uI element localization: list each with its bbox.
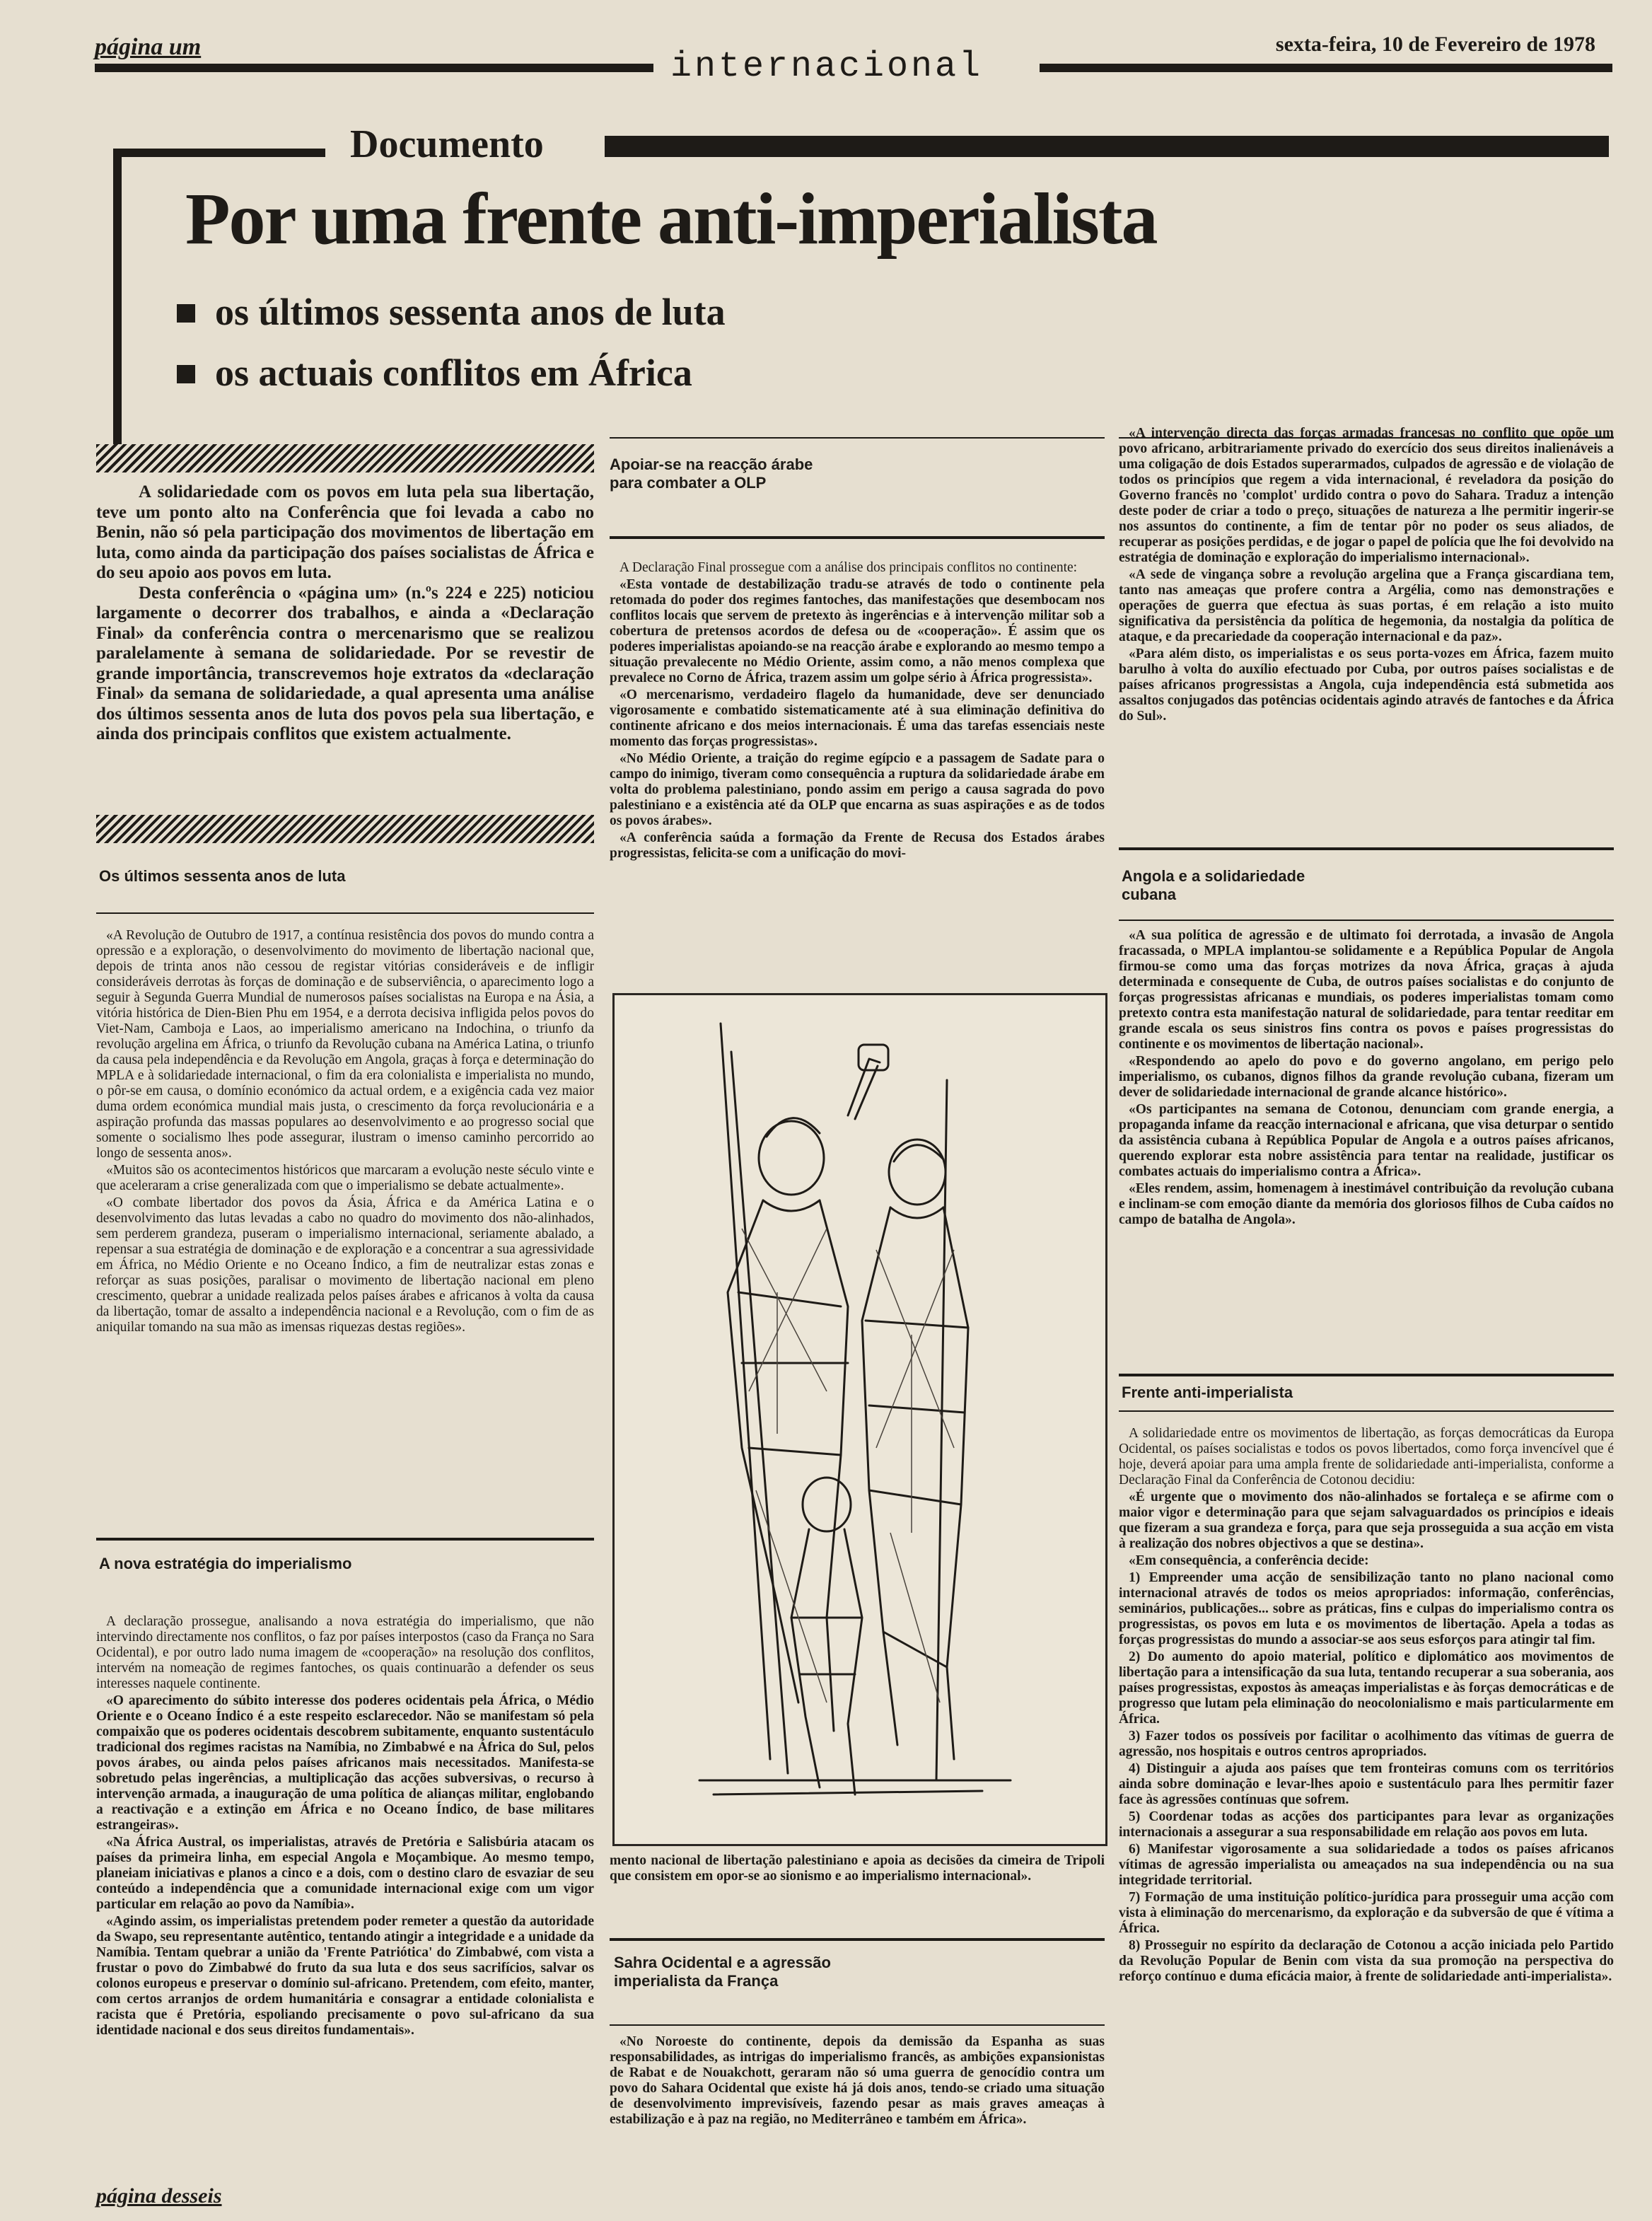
paragraph: «Os participantes na semana de Cotonou, denunciam com grande energia, a propaganda infame da reacção internacional e africana, que visa deturpar o sentido da assistência cubana à República Popular de Angola e a outros países africanos, querendo explorar esta nobre assistência para tentar na realidade, justificar os combates actuais do imperialismo contra a África».	[1119, 1102, 1614, 1179]
paragraph: «Muitos são os acontecimentos históricos que marcaram a evolução neste século vinte e que aceleraram a crise generalizada com que o imperialismo se debate actualmente».	[96, 1163, 594, 1193]
paragraph: 2) Do aumento do apoio material, político e diplomático aos movimentos de libertação para a intensificação da sua luta, tentando recuperar a sua soberania, aos países progressistas, expostos às ameaças imperialistas e às forças democráticas e de progresso que lutam pela eliminação do neocolonialismo e mais particularmente em África.	[1119, 1649, 1614, 1727]
paragraph: 5) Coordenar todas as acções dos participantes para levar as organizações internacionais a assegurar a sua responsabilidade em relação aos povos em luta.	[1119, 1809, 1614, 1840]
paragraph: «O mercenarismo, verdadeiro flagelo da humanidade, deve ser denunciado vigorosamente e combatido sistematicamente até à sua eliminação definitiva do continente africano e dos meios internacionais. É uma das tarefas essenciais neste momento das forças progressistas».	[610, 688, 1105, 749]
column-1-text-a	[96, 928, 594, 1337]
kicker: Documento	[350, 122, 544, 166]
title-bracket-vertical	[113, 149, 122, 446]
column-3-text-b	[1119, 928, 1614, 1229]
paragraph: «A sede de vingança sobre a revolução argelina que a França giscardiana tem, tanto nas ameaças que profere contra a Argélia, como nas demonstrações e operações de guerra que efectua às suas portas, é em relação a isto muito significativa da persistência da política de hegemonia, da nostalgia da política de ataque, e da precariedade da cooperação internacional e da paz».	[1119, 567, 1614, 644]
paragraph: 1) Empreender uma acção de sensibilização tanto no plano nacional como internacional através de todos os meios apropriados: informação, conferências, seminários, publicações... sobre as práticas, fins e culpas do imperialismo contra os progressistas, os povos em luta e os movimentos de libertação. Apela a todas as forças progressistas do mundo a associar-se aos seus esforços para atingir tal fim.	[1119, 1570, 1614, 1647]
intro-paragraph: Desta conferência o «página um» (n.ºs 224 e 225) noticiou largamente o decorrer dos trabalhos, e ainda a «Declaração Final» da conferência contra o mercenarismo que se realizou paralelamente à semana de solidariedade. Por se revestir de grande importância, transcrevemos hoje extratos da «declaração Final» da semana de solidariedade, a qual apresenta uma análise dos últimos sessenta anos de luta dos povos pela sua libertação, e ainda dos principais conflitos que existem actualmente.	[96, 583, 594, 743]
bullet-square-icon	[177, 304, 195, 323]
paragraph: «No Médio Oriente, a traição do regime egípcio e a passagem de Sadate para o campo do inimigo, tiveram como consequência a ruptura da solidariedade árabe em volta do problema palestiniano, pondo assim em perigo a causa sagrada do povo palestiniano e a existência até da OLP que encarna as suas aspirações e as de todos os povos árabes».	[610, 751, 1105, 828]
paragraph: 6) Manifestar vigorosamente a sua solidariedade a todos os países africanos vítimas de agressão imperialista ou ameaçados na sua independência ou na sua integridade territorial.	[1119, 1842, 1614, 1888]
section-rule	[1119, 920, 1614, 921]
paragraph: «O aparecimento do súbito interesse dos poderes ocidentais pela África, o Médio Oriente e o Oceano Índico é a este respeito esclarecedor. Não se manifestam só pela compaixão que os poderes ocidentais descobrem subitamente, enquanto sustentáculo tradicional dos regimes racistas na Namíbia, no Zimbabwé e na África do Sul, pelos povos árabes, ou ainda pelos países africanos mais necessitados. Manifesta-se sobretudo pelas ingerências, a multiplicação das acções subversivas, o recurso à intervenção armada, a inauguração de uma política de alianças militar, englobando a reactivação e a extinção em África e no Oceano Índico, de base militares estrangeiras».	[96, 1693, 594, 1833]
paragraph: 8) Prosseguir no espírito da declaração de Cotonou a acção iniciada pelo Partido da Revolução Popular de Benin com vista da sua promoção na perspectiva do reforço contínuo e duma eficácia maior, à frente de solidariedade anti-imperialista».	[1119, 1938, 1614, 1984]
column-1-text-b	[96, 1614, 594, 2040]
section-rule	[96, 1538, 594, 1541]
intro-hatch-bottom	[96, 815, 594, 843]
header-rule-right	[1040, 64, 1612, 72]
paragraph: «A conferência saúda a formação da Frente de Recusa dos Estados árabes progressistas, felicita-se com a unificação do movi-	[610, 830, 1105, 861]
title-bracket-horizontal	[113, 149, 325, 157]
section-title-s1: Os últimos sessenta anos de luta	[99, 867, 346, 885]
column-2-top-rule	[610, 437, 1105, 439]
paragraph: «O combate libertador dos povos da Ásia, África e da América Latina e o desenvolvimento das lutas levadas a cabo no quadro do movimento dos não-alinhados, sem perderem grandeza, puseram o imperialismo internacional, seriamente abalado, a repensar a sua estratégia de dominação e de exploração e a concentrar a sua agressividade em África, no Médio Oriente e no Oceano Índico, a fim de neutralizar estas zonas e reforçar as suas posições, paralisar o movimento de libertação nacional em pleno crescimento, quebrar a unidade realizada pelos países árabes e africanos à volta da causa da libertação, tomar de assalto a independência nacional e a Revolução, com o fim de as aniquilar tomando na sua mão as imensas riquezas destas regiões».	[96, 1195, 594, 1335]
section-title-s2: A nova estratégia do imperialismo	[99, 1555, 352, 1572]
paragraph: A solidariedade entre os movimentos de libertação, as forças democráticas da Europa Ocidental, os países socialistas e todos os povos libertados, como força invencível que é hoje, deverá apoiar para uma ampla frente de solidariedade anti-imperialista, conforme a Declaração Final da Conferência de Cotonou decidiu:	[1119, 1426, 1614, 1488]
section-title-s7: Frente anti-imperialista	[1122, 1384, 1293, 1401]
paragraph: «Respondendo ao apelo do povo e do governo angolano, em perigo pelo imperialismo, os cubanos, dignos filhos da grande revolução cubana, fizeram um dever de solidariedade internacional de grande alcance histórico».	[1119, 1054, 1614, 1100]
column-3-text-c	[1119, 1426, 1614, 1986]
paragraph: «A sua política de agressão e de ultimato foi derrotada, a invasão de Angola fracassada, o MPLA implantou-se solidamente e a República Popular de Angola firmou-se como uma das forças motrizes da nova África, graças à ajuda determinada e consequente de Cuba, de outros países socialistas e do conjunto de forças progressistas africanas e mundiais, os poderes imperialistas tomam como pretexto contra esta manifestação natural de solidariedade, para tentar reeditar em grande escala os seus sinistros fins contra os povos e países progressistas do continente e os movimentos de libertação nacional».	[1119, 928, 1614, 1052]
intro-paragraph: A solidariedade com os povos em luta pela sua libertação, teve um ponto alto na Conferência que foi levada a cabo no Benin, não só pela participação dos movimentos de libertação em luta, como ainda da participação dos países socialistas de África e do seu apoio aos povos em luta.	[96, 482, 594, 582]
subhead-2: os actuais conflitos em África	[177, 351, 692, 395]
sketch-figures-illustration	[615, 995, 1105, 1844]
intro-hatch-top	[96, 444, 594, 472]
section-title-s3: Apoiar-se na reacção árabe para combater a OLP	[610, 456, 813, 492]
section-rule	[610, 2024, 1105, 2026]
paragraph: 7) Formação de uma instituição político-jurídica para prosseguir uma acção com vista à eliminação do mercenarismo, da exploração e da subversão de que é vítima a África.	[1119, 1890, 1614, 1936]
paragraph: «Eles rendem, assim, homenagem à inestimável contribuição da revolução cubana e inclinam-se com emoção diante da memória dos gloriosos filhos de Cuba caídos no campo de batalha de Angola».	[1119, 1181, 1614, 1227]
headline: Por uma frente anti-imperialista	[185, 178, 1157, 260]
paragraph: «No Noroeste do continente, depois da demissão da Espanha as suas responsabilidades, as intrigas do imperialismo francês, as ambições expansionistas de Rabat e de Nouakchott, geraram não só uma guerra de genocídio contra um povo do Sahara Ocidental que existe há já dois anos, tendo-se criado uma situação de desenvolvimento imprevisíveis, fazendo pesar as mais graves ameaças à estabilização e à paz na região, no Mediterrâneo e também em África».	[610, 2034, 1105, 2127]
section-rule	[610, 1938, 1105, 1941]
paragraph: 4) Distinguir a ajuda aos países que tem fronteiras comuns com os territórios ainda sobre dominação e levar-lhes apoio e sustentáculo para lhes permitir fazer face às agressões contínuas que sofrem.	[1119, 1761, 1614, 1807]
paragraph: «A intervenção directa das forças armadas francesas no conflito que opõe um povo africano, arbitrariamente privado do exercício dos seus direitos inalienáveis a uma coligação de dois Estados superarmados, culpados de agressão e de violação de todos os princípios que regem a vida internacional, é reveladora da posição do Governo francês no 'complot' urdido contra o povo do Sahara. Traduz a intenção deste poder de criar a todo o preço, situações de natureza a lhe permitir ingerir-se nos assuntos do continente, a fim de tentar pôr no poder os seus aliados, de recuperar as posições perdidas, e de jogar o papel de polícia que lhe foi devolvido na estratégia de dominação e exploração do imperialismo internacional».	[1119, 426, 1614, 565]
bullet-square-icon	[177, 365, 195, 383]
paragraph: «Para além disto, os imperialistas e os seus porta-vozes em África, fazem muito barulho à volta do auxílio efectuado por Cuba, por outros países socialistas e de países africanos progressistas a Angola, cuja independência está submetida aos assaltos conjugados das potências ocidentais agindo através de fantoches e da África do Sul».	[1119, 646, 1614, 724]
paragraph: «É urgente que o movimento dos não-alinhados se fortaleça e se afirme com o maior vigor e determinação para que sejam salvaguardados os princípios e ideais que fizeram a sua grandeza e força, para que seja prosseguida a sua acção em vista à realização dos nobres objectivos a que se destina».	[1119, 1490, 1614, 1551]
issue-date: sexta-feira, 10 de Fevereiro de 1978	[1275, 33, 1595, 56]
category-title: internacional	[670, 47, 984, 87]
column-2-text-b	[610, 1853, 1105, 1886]
paragraph: A Declaração Final prossegue com a análise dos principais conflitos no continente:	[620, 560, 1078, 575]
section-rule	[610, 536, 1105, 539]
paragraph: «Na África Austral, os imperialistas, através de Pretória e Salisbúria atacam os países da primeira linha, em especial Angola e Moçambique. Ao mesmo tempo, planeiam iniciativas e planos a cinco e a dois, com o destino claro de esvaziar de seu conteúdo a independência que a comunidade internacional exige com um vigor particular em relação ao povo da Namíbia».	[96, 1835, 594, 1912]
column-2-text-c	[610, 2034, 1105, 2129]
column-3-text-a	[1119, 426, 1614, 726]
section-rule	[1119, 847, 1614, 850]
section-rule	[96, 912, 594, 914]
continued-label: página desseis	[96, 2184, 222, 2208]
section-rule	[1119, 1410, 1614, 1412]
paragraph: mento nacional de libertação palestiniano e apoia as decisões da cimeira de Tripoli que consistem em opor-se ao sionismo e ao imperialismo internacional».	[610, 1853, 1105, 1884]
section-rule	[1119, 1374, 1614, 1376]
paragraph: «Agindo assim, os imperialistas pretendem poder remeter a questão da autoridade da Swapo, seu representante autêntico, tentando atingir a integridade e a unidade da Namíbia. Tentam quebrar a união da 'Frente Patriótica' do Zimbabwé, com vista a frustar o povo do Zimbabwé do fruto da sua luta e dos seus sacrifícios, salvar os colonos europeus e preservar o domínio sul-africano. Pretendem, com efeito, manter, com certos arranjos de ordem humanitária e consagrar a entidade colonialista e racista que é Pretória, espoliando precisamente o povo sul-africano da sua identidade nacional e dos seus direitos fundamentais».	[96, 1914, 594, 2038]
illustration-frame	[612, 993, 1107, 1846]
intro-text	[96, 482, 594, 745]
header-rule-left	[95, 64, 653, 72]
kicker-bar	[605, 136, 1609, 157]
paragraph: «Esta vontade de destabilização tradu-se através de todo o continente pela retomada do poder dos regimes fantoches, das manifestações que desembocam nos conflitos locais que servem de pretexto às ingerências e à intervenção militar sob a cobertura de pretensos acordos de defesa ou de «cooperação». É assim que os poderes imperialistas apoiando-se na reacção árabe e explorando ao mesmo tempo a situação prevalecente no Médio Oriente, assim como, a não menos complexa que prevalece no Corno de África, trazem assim um golpe sério à África progressista».	[610, 577, 1105, 685]
column-2-text-a	[610, 560, 1105, 863]
subhead-1: os últimos sessenta anos de luta	[177, 290, 726, 334]
section-title-s4: Sahra Ocidental e a agressão imperialista da França	[614, 1954, 831, 1990]
paragraph: «A Revolução de Outubro de 1917, a contínua resistência dos povos do mundo contra a opressão e a exploração, o desenvolvimento do movimento de libertação nacional que, depois de trinta anos não cessou de registar vitórias consideráveis e de infligir consideráveis derrotas às forças de dominação e de subserviência, o aparecimento logo a seguir à Segunda Guerra Mundial de numerosos países socialistas na Europa e na Ásia, a vitória histórica de Dien-Bien Phu em 1954, e a derrota decisiva infligida pelos povos do Viet-Nam, Camboja e Laos, ao imperialismo americano na Indochina, o triunfo da revolução argelina em África, o triunfo da Revolução cubana na América Latina, o triunfo da causa pela independência e da Revolução em Angola, graças à força e determinação do MPLA e à solidariedade internacional, o fim da era colonialista e imperialista no mundo, o pôr-se em causa, o domínio económico da actual ordem, e a exigência cada vez maior duma ordem económica mundial mais justa, o crescimento da força revolucionária e a aspiração profunda das massas populares ao desenvolvimento e ao progresso social que somente o socialismo lhes pode assegurar, ilustram o imenso caminho percorrido ao longo de sessenta anos».	[96, 928, 594, 1161]
section-title-s6: Angola e a solidariedade cubana	[1122, 867, 1305, 903]
paragraph: «Em consequência, a conferência decide:	[1129, 1553, 1369, 1568]
section-label: página um	[95, 34, 202, 60]
paragraph: 3) Fazer todos os possíveis por facilitar o acolhimento das vítimas de guerra de agressão, nos hospitais e outros centros apropriados.	[1119, 1729, 1614, 1759]
paragraph: A declaração prossegue, analisando a nova estratégia do imperialismo, que não intervindo directamente nos conflitos, o faz por países interpostos (caso da França no Sara Ocidental), e por outro lado numa imagem de «cooperação» na resolução dos conflitos, intervém na nomeação de regimes fantoches, os quais continuarão a defender os seus interesses naquele continente.	[96, 1614, 594, 1691]
